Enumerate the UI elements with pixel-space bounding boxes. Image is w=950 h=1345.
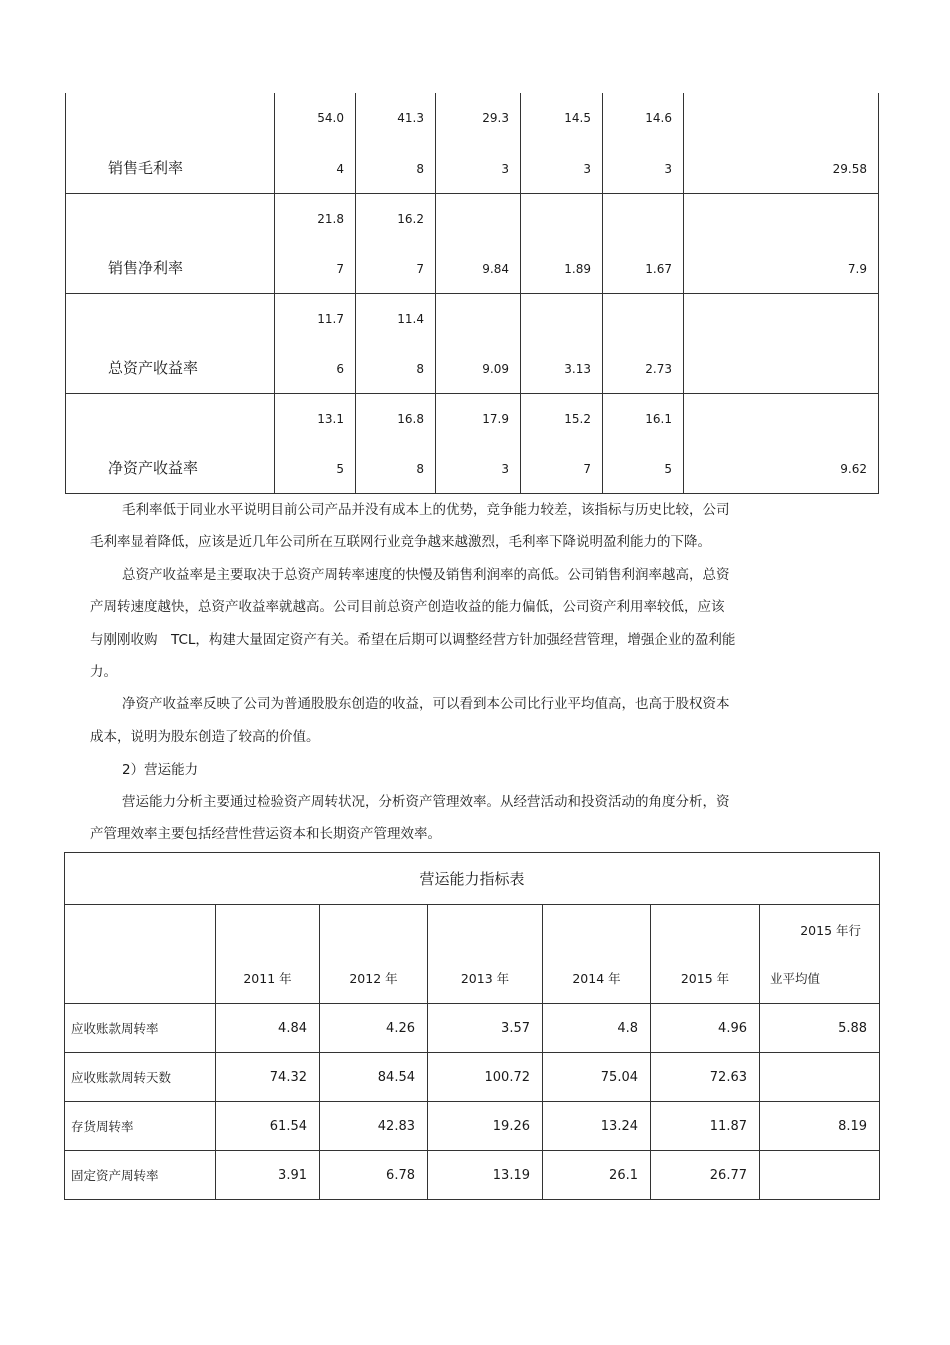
table-row xyxy=(66,93,879,193)
cell: 26.1 xyxy=(543,1151,651,1200)
cell: 16.1 5 xyxy=(603,393,684,493)
paragraph-line: 力。 xyxy=(90,664,117,680)
cell: 16.2 7 xyxy=(356,193,436,293)
row-label: 应收账款周转率 xyxy=(65,1004,216,1053)
industry-cell: 9.62 xyxy=(684,393,879,493)
cell: 42.83 xyxy=(320,1102,428,1151)
cell xyxy=(760,1053,880,1102)
cell: 4.8 xyxy=(543,1004,651,1053)
cell: 14.5 3 xyxy=(521,93,603,193)
cell: 3.13 xyxy=(521,293,603,393)
row-label: 净资产收益率 xyxy=(66,393,275,493)
table-row xyxy=(65,1102,880,1151)
cell: 3.57 xyxy=(428,1004,543,1053)
cell: 29.3 3 xyxy=(436,93,521,193)
industry-cell: 7.9 xyxy=(684,193,879,293)
profitability-table xyxy=(65,93,879,494)
cell: 61.54 xyxy=(216,1102,320,1151)
table-title: 营运能力指标表 xyxy=(65,853,880,905)
row-label: 销售净利率 xyxy=(66,193,275,293)
table-row xyxy=(66,393,879,493)
cell: 2.73 xyxy=(603,293,684,393)
paragraph-line: 与刚刚收购 TCL，构建大量固定资产有关。希望在后期可以调整经营方针加强经营管理，增强企业的盈利能 xyxy=(90,632,736,648)
cell: 26.77 xyxy=(651,1151,760,1200)
cell: 21.8 7 xyxy=(275,193,356,293)
paragraph-line: 营运能力分析主要通过检验资产周转状况，分析资产管理效率。从经营活动和投资活动的角度分析，资 xyxy=(122,794,730,810)
industry-cell: 29.58 xyxy=(684,93,879,193)
paragraph-line: 产周转速度越快，总资产收益率就越高。公司目前总资产创造收益的能力偏低，公司资产利用率较低，应该 xyxy=(90,599,725,615)
cell: 11.7 6 xyxy=(275,293,356,393)
cell: 16.8 8 xyxy=(356,393,436,493)
cell xyxy=(760,1151,880,1200)
cell: 15.2 7 xyxy=(521,393,603,493)
row-label: 固定资产周转率 xyxy=(65,1151,216,1200)
paragraph-line: 成本，说明为股东创造了较高的价值。 xyxy=(90,729,320,745)
table-row xyxy=(65,1053,880,1102)
year-header: 2012 年 xyxy=(320,905,428,1004)
cell: 41.3 8 xyxy=(356,93,436,193)
cell: 13.24 xyxy=(543,1102,651,1151)
operations-table xyxy=(64,852,880,1200)
industry-header: 2015 年行 业平均值 xyxy=(760,905,880,1004)
cell: 72.63 xyxy=(651,1053,760,1102)
year-header: 2013 年 xyxy=(428,905,543,1004)
cell: 17.9 3 xyxy=(436,393,521,493)
table-row xyxy=(66,193,879,293)
cell: 11.87 xyxy=(651,1102,760,1151)
year-header: 2014 年 xyxy=(543,905,651,1004)
cell: 75.04 xyxy=(543,1053,651,1102)
table-row xyxy=(65,1004,880,1053)
paragraph-line: 毛利率低于同业水平说明目前公司产品并没有成本上的优势，竞争能力较差，该指标与历史比较，公司 xyxy=(122,502,730,518)
cell: 1.89 xyxy=(521,193,603,293)
cell: 4.96 xyxy=(651,1004,760,1053)
row-label: 总资产收益率 xyxy=(66,293,275,393)
cell: 1.67 xyxy=(603,193,684,293)
row-label: 销售毛利率 xyxy=(66,93,275,193)
cell: 13.1 5 xyxy=(275,393,356,493)
row-label: 应收账款周转天数 xyxy=(65,1053,216,1102)
header-empty xyxy=(65,905,216,1004)
cell: 9.09 xyxy=(436,293,521,393)
table-row xyxy=(65,1151,880,1200)
paragraph-line: 产管理效率主要包括经营性营运资本和长期资产管理效率。 xyxy=(90,826,441,842)
cell: 5.88 xyxy=(760,1004,880,1053)
cell: 74.32 xyxy=(216,1053,320,1102)
cell: 8.19 xyxy=(760,1102,880,1151)
year-header: 2011 年 xyxy=(216,905,320,1004)
cell: 4.84 xyxy=(216,1004,320,1053)
paragraph-line: 净资产收益率反映了公司为普通股股东创造的收益，可以看到本公司比行业平均值高，也高于股权资本 xyxy=(122,696,730,712)
cell: 14.6 3 xyxy=(603,93,684,193)
cell: 9.84 xyxy=(436,193,521,293)
cell: 19.26 xyxy=(428,1102,543,1151)
cell: 84.54 xyxy=(320,1053,428,1102)
section-heading: 2）营运能力 xyxy=(122,762,199,778)
cell: 6.78 xyxy=(320,1151,428,1200)
cell: 3.91 xyxy=(216,1151,320,1200)
paragraph-line: 总资产收益率是主要取决于总资产周转率速度的快慢及销售利润率的高低。公司销售利润率越高，总资 xyxy=(122,567,730,583)
table-row xyxy=(66,293,879,393)
industry-cell xyxy=(684,293,879,393)
cell: 13.19 xyxy=(428,1151,543,1200)
cell: 11.4 8 xyxy=(356,293,436,393)
year-header: 2015 年 xyxy=(651,905,760,1004)
paragraph-line: 毛利率显着降低，应该是近几年公司所在互联网行业竞争越来越激烈，毛利率下降说明盈利能力的下降。 xyxy=(90,534,711,550)
cell: 54.0 4 xyxy=(275,93,356,193)
row-label: 存货周转率 xyxy=(65,1102,216,1151)
table-header-row xyxy=(65,905,880,1004)
cell: 4.26 xyxy=(320,1004,428,1053)
cell: 100.72 xyxy=(428,1053,543,1102)
